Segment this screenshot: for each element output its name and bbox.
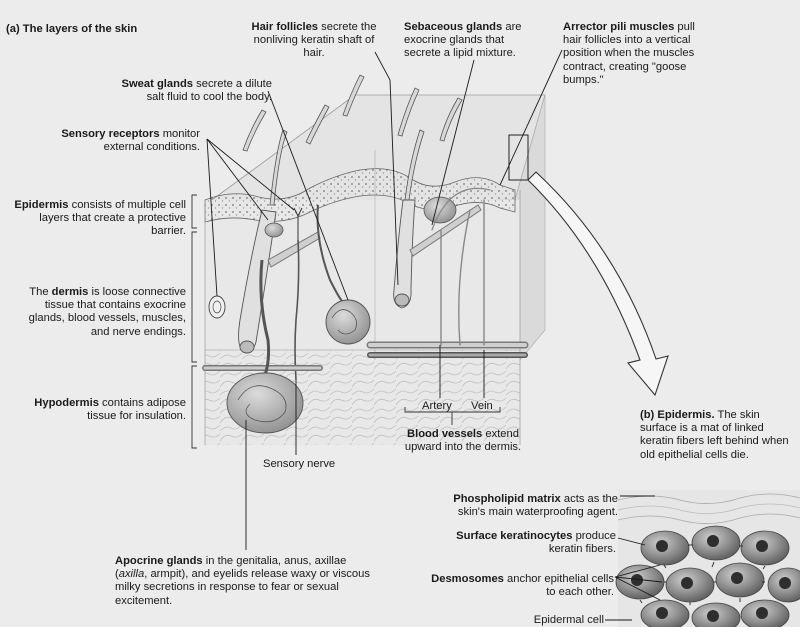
epidermis-detail <box>616 490 800 627</box>
sensory-receptor-capsule <box>209 296 225 318</box>
label-sweat-glands: Sweat glands secrete a dilute salt fluid to cool the body. <box>121 78 272 104</box>
label-vein: Vein <box>471 400 493 412</box>
label-sensory-receptors: Sensory receptors monitor external conditions. <box>61 128 200 154</box>
panel-a-title: (a) The layers of the skin <box>6 23 138 35</box>
label-epidermal-cell: Epidermal cell <box>533 614 604 626</box>
label-apocrine-glands: Apocrine glands in the genitalia, anus, axillae (axilla, armpit), and eyelids release waxy or viscous milky secretions in response to fear or sexual excitement. <box>115 555 370 607</box>
label-surface-keratinocytes: Surface keratinocytes produce keratin fibers. <box>456 530 616 556</box>
label-hypodermis: Hypodermis contains adipose tissue for insulation. <box>34 397 186 423</box>
zoom-arrow <box>528 172 668 395</box>
sebaceous-gland <box>424 197 456 223</box>
label-sensory-nerve: Sensory nerve <box>263 458 336 470</box>
label-panel-b: (b) Epidermis. The skin surface is a mat of linked keratin fibers left behind when old epithelial cells die. <box>640 409 789 461</box>
sebaceous-gland-left <box>265 223 283 237</box>
label-hair-follicles: Hair follicles secrete the nonliving keratin shaft of hair. <box>251 21 377 60</box>
label-dermis: The dermis is loose connective tissue that contains exocrine glands, blood vessels, muscles, and nerve endings. <box>28 286 186 338</box>
label-desmosomes: Desmosomes anchor epithelial cells to each other. <box>431 573 614 599</box>
label-arrector-pili: Arrector pili muscles pull hair follicles into a vertical position when the muscles contract, creating "goose bumps." <box>563 21 695 86</box>
label-epidermis: Epidermis consists of multiple cell layers that create a protective barrier. <box>14 199 186 238</box>
label-phospholipid-matrix: Phospholipid matrix acts as the skin's main waterproofing agent. <box>453 493 618 519</box>
label-artery: Artery <box>422 400 452 412</box>
label-blood-vessels: Blood vessels extend upward into the dermis. <box>404 428 522 454</box>
label-sebaceous-glands: Sebaceous glands are exocrine glands that secrete a lipid mixture. <box>404 21 522 60</box>
